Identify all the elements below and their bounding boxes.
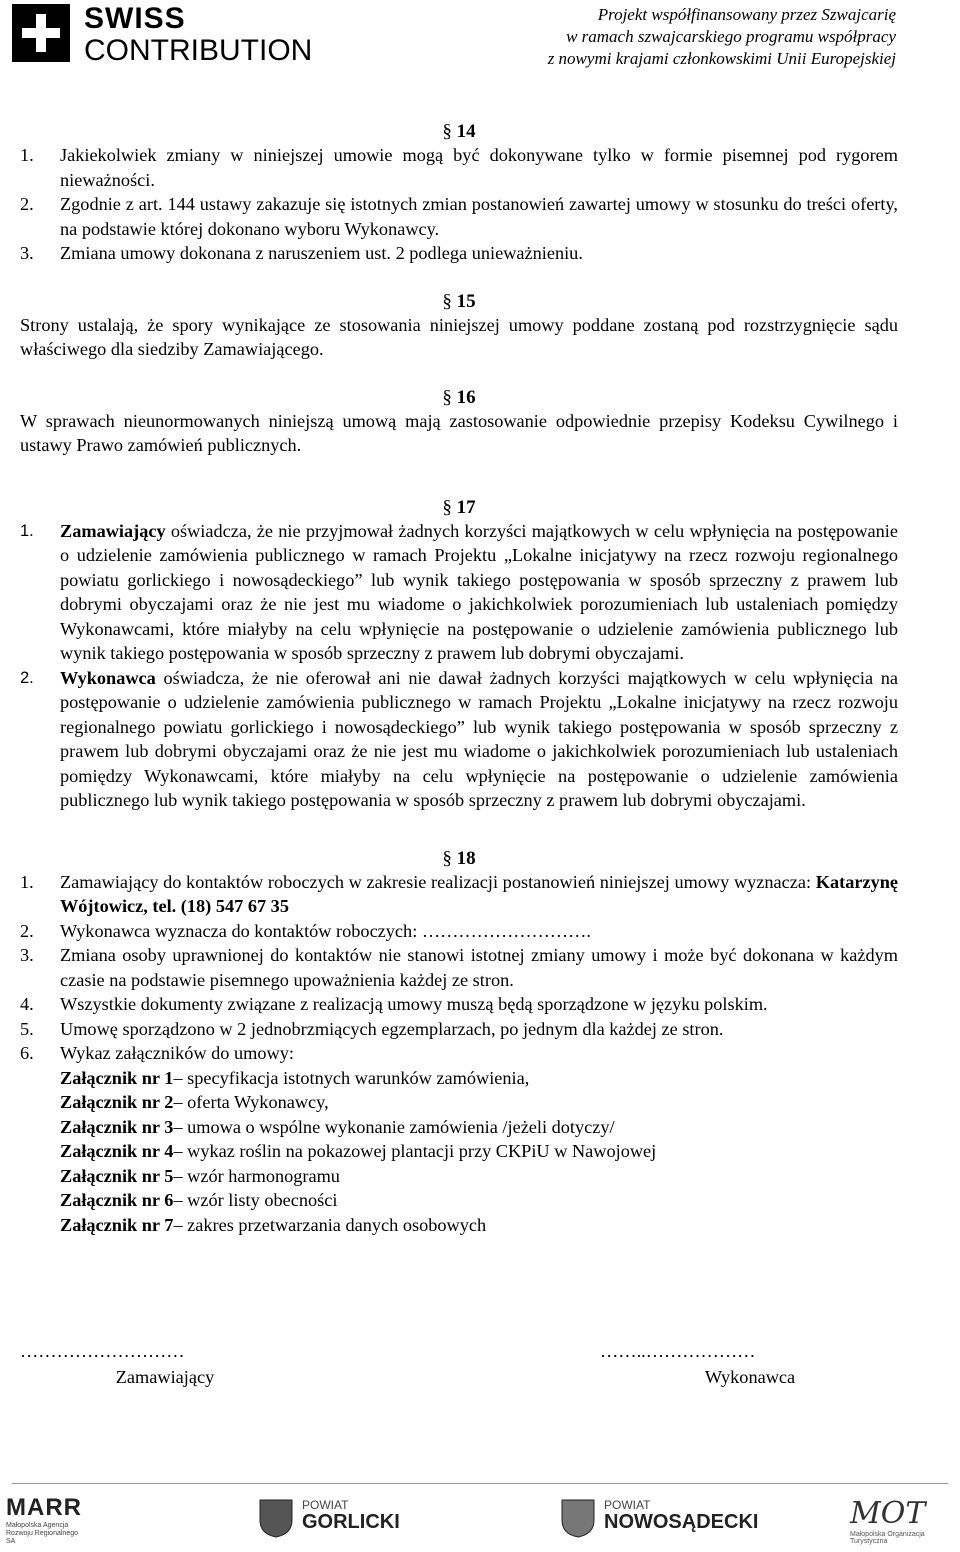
section-16-text: W sprawach nieunormowanych niniejszą umową mają zastosowanie odpowiednie przepisy Kodeksu Cywilnego i ustawy Prawo zamówień publicznych. xyxy=(20,410,898,455)
shield-icon xyxy=(560,1498,596,1538)
list-item: 1. Zamawiający oświadcza, że nie przyjmował żadnych korzyści majątkowych w celu wpłynięcia na postępowanie o udzielenie zamówienia publicznego w ramach Projektu „Lokalne inicjatywy na rzecz rozwoju regionalnego powiatu gorlickiego i nowosądeckiego” lub wynik takiego postępowania w sposób sprzeczny z prawem lub dobrymi obyczajami oraz że nie jest mu wiadome o jakichkolwiek porozumieniach lub ustaleniach pomiędzy Wykonawcami, które miałyby na celu wpłynięcie na postępowanie o udzielenie zamówienia publicznego lub wynik takiego postępowania w sposób sprzeczny z prawem lub dobrymi obyczajami. xyxy=(20,520,898,663)
document-body xyxy=(20,120,898,1237)
logo-line1: SWISS xyxy=(84,2,186,35)
attachment-item: Załącznik nr 2 – oferta Wykonawcy, xyxy=(60,1092,329,1112)
attachment-item: Załącznik nr 5 – wzór harmonogramu xyxy=(60,1165,340,1186)
signature-left: ……………………… Zamawiający xyxy=(20,1341,215,1387)
section-15-text: Strony ustalają, że spory wynikające ze stosowania niniejszej umowy poddane zostaną pod rozstrzygnięcie sądu właściwego dla siedziby Zamawiającego. xyxy=(20,314,898,359)
section-18-title: § 18 xyxy=(442,847,476,869)
swiss-contribution-logo xyxy=(12,4,322,66)
list-item: 3. Zmiana umowy dokonana z naruszeniem ust. 2 podlega unieważnieniu. xyxy=(20,243,583,263)
list-item: 4. Wszystkie dokumenty związane z realizacją umowy muszą będą sporządzone w języku polskim. xyxy=(20,994,768,1014)
list-item: 2. Wykonawca oświadcza, że nie oferował ani nie dawał żadnych korzyści majątkowych w celu wpłynięcia na postępowanie o udzielenie zamówienia publicznego w ramach Projektu „Lokalne inicjatywy na rzecz rozwoju regionalnego powiatu gorlickiego i nowosądeckiego” lub wynik takiego postępowania w sposób sprzeczny z prawem lub dobrymi obyczajami oraz że nie jest mu wiadome o jakichkolwiek porozumieniach lub ustaleniach pomiędzy Wykonawcami, które miałyby na celu wpłynięcie na postępowanie o udzielenie zamówienia publicznego lub wynik takiego postępowania w sposób sprzeczny z prawem lub dobrymi obyczajami. xyxy=(20,667,898,810)
list-item: 5. Umowę sporządzono w 2 jednobrzmiących egzemplarzach, po jednym dla każdej ze stron. xyxy=(20,1018,724,1039)
project-header: Projekt współfinansowany przez Szwajcarię w ramach szwajcarskiego programu współpracy z nowymi krajami członkowskimi Unii Europejskiej xyxy=(547,5,896,68)
section-15-title: § 15 xyxy=(442,290,476,312)
attachment-item: Załącznik nr 3 – umowa o wspólne wykonanie zamówienia /jeżeli dotyczy/ xyxy=(60,1116,615,1137)
section-16-title: § 16 xyxy=(442,386,476,408)
marr-logo: MARR Małopolska Agencja Rozwoju Regionalnego SA xyxy=(6,1494,82,1545)
footer-divider xyxy=(12,1483,948,1484)
logo-line2: CONTRIBUTION xyxy=(84,34,313,67)
attachment-item: Załącznik nr 7 – zakres przetwarzania danych osobowych xyxy=(60,1214,487,1235)
section-17-title: § 17 xyxy=(442,496,476,518)
list-item: 1. Zamawiający do kontaktów roboczych w zakresie realizacji postanowień niniejszej umowy wyznacza: Katarzynę Wójtowicz, tel. (18) 547 67 35 xyxy=(20,871,898,916)
list-item: 6. Wykaz załączników do umowy: xyxy=(20,1043,294,1063)
attachment-item: Załącznik nr 4 – wykaz roślin na pokazowej plantacji przy CKPiU w Nawojowej xyxy=(60,1141,657,1161)
signature-right: ……..……………… Wykonawca xyxy=(600,1341,796,1387)
attachment-item: Załącznik nr 6 – wzór listy obecności xyxy=(60,1190,338,1210)
footer-logos: MARR Małopolska Agencja Rozwoju Regionalnego SA POWIAT GORLICKI POWIAT NOWOSĄDECKI MOT Małopolska Organizacja Turystyczna xyxy=(0,1490,960,1550)
section-14-title: § 14 xyxy=(442,121,476,142)
list-item: 1. Jakiekolwiek zmiany w niniejszej umowie mogą być dokonywane tylko w formie pisemnej pod rygorem nieważności. xyxy=(20,145,898,190)
attachment-item: Załącznik nr 1 – specyfikacja istotnych warunków zamówienia, xyxy=(60,1067,530,1088)
list-item: 2. Zgodnie z art. 144 ustawy zakazuje się istotnych zmian postanowień zawartej umowy w stosunku do treści oferty, na podstawie której dokonano wyboru Wykonawcy. xyxy=(20,194,898,239)
list-item: 3. Zmiana osoby uprawnionej do kontaktów nie stanowi istotnej zmiany umowy i może być dokonana w każdym czasie na podstawie pisemnego upoważnienia każdej ze stron. xyxy=(20,945,898,990)
swiss-flag-icon xyxy=(12,4,70,62)
shield-icon xyxy=(258,1498,294,1538)
signatures xyxy=(20,1338,900,1388)
mot-logo: MOT Małopolska Organizacja Turystyczna xyxy=(850,1496,926,1545)
list-item: 2. Wykonawca wyznacza do kontaktów roboczych: ………………………. xyxy=(20,920,591,941)
